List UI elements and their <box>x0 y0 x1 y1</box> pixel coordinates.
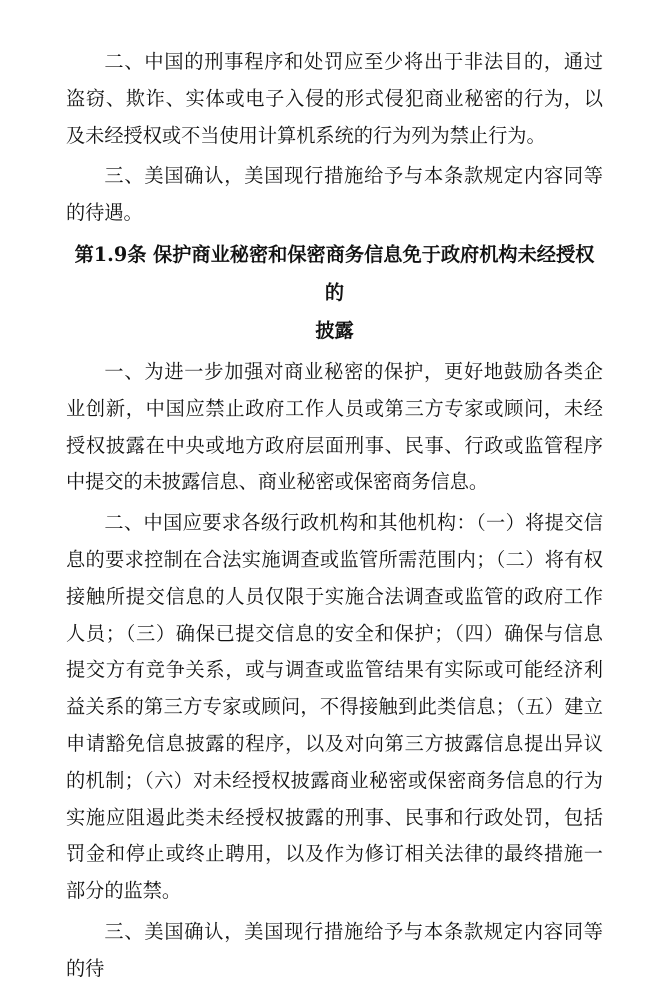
article-heading-line-1: 第1.9条 保护商业秘密和保密商务信息免于政府机构未经授权的 <box>74 242 595 304</box>
article-heading-line-2: 披露 <box>315 318 354 342</box>
paragraph-2-criminal-procedures: 二、中国的刑事程序和处罚应至少将出于非法目的，通过盗窃、欺诈、实体或电子入侵的形式侵犯商业秘密的行为，以及未经授权或不当使用计算机系统的行为列为禁止行为。 <box>66 50 603 147</box>
document-page <box>66 44 603 988</box>
article-heading <box>66 236 603 350</box>
paragraph-1-prohibit-disclosure: 一、为进一步加强对商业秘密的保护，更好地鼓励各类企业创新，中国应禁止政府工作人员或第三方专家或顾问，未经授权披露在中央或地方政府层面刑事、民事、行政或监管程序中提交的未披露信息、商业秘密或保密商务信息。 <box>66 359 603 494</box>
paragraph-2-agency-requirements: 二、中国应要求各级行政机构和其他机构：（一）将提交信息的要求控制在合法实施调查或监管所需范围内；（二）将有权接触所提交信息的人员仅限于实施合法调查或监管的政府工作人员；（三）确保已提交信息的安全和保护；（四）确保与信息提交方有竞争关系，或与调查或监管结果有实际或可能经济利益关系的第三方专家或顾问，不得接触到此类信息；（五）建立申请豁免信息披露的程序，以及对向第三方披露信息提出异议的机制；（六）对未经授权披露商业秘密或保密商务信息的行为实施应阻遏此类未经授权披露的刑事、民事和行政处罚，包括罚金和停止或终止聘用，以及作为修订相关法律的最终措施一部分的监禁。 <box>66 511 603 903</box>
paragraph-3-us-confirmation: 三、美国确认，美国现行措施给予与本条款规定内容同等的待遇。 <box>66 164 603 225</box>
paragraph-3-us-confirmation-truncated: 三、美国确认，美国现行措施给予与本条款规定内容同等的待 <box>66 919 603 980</box>
